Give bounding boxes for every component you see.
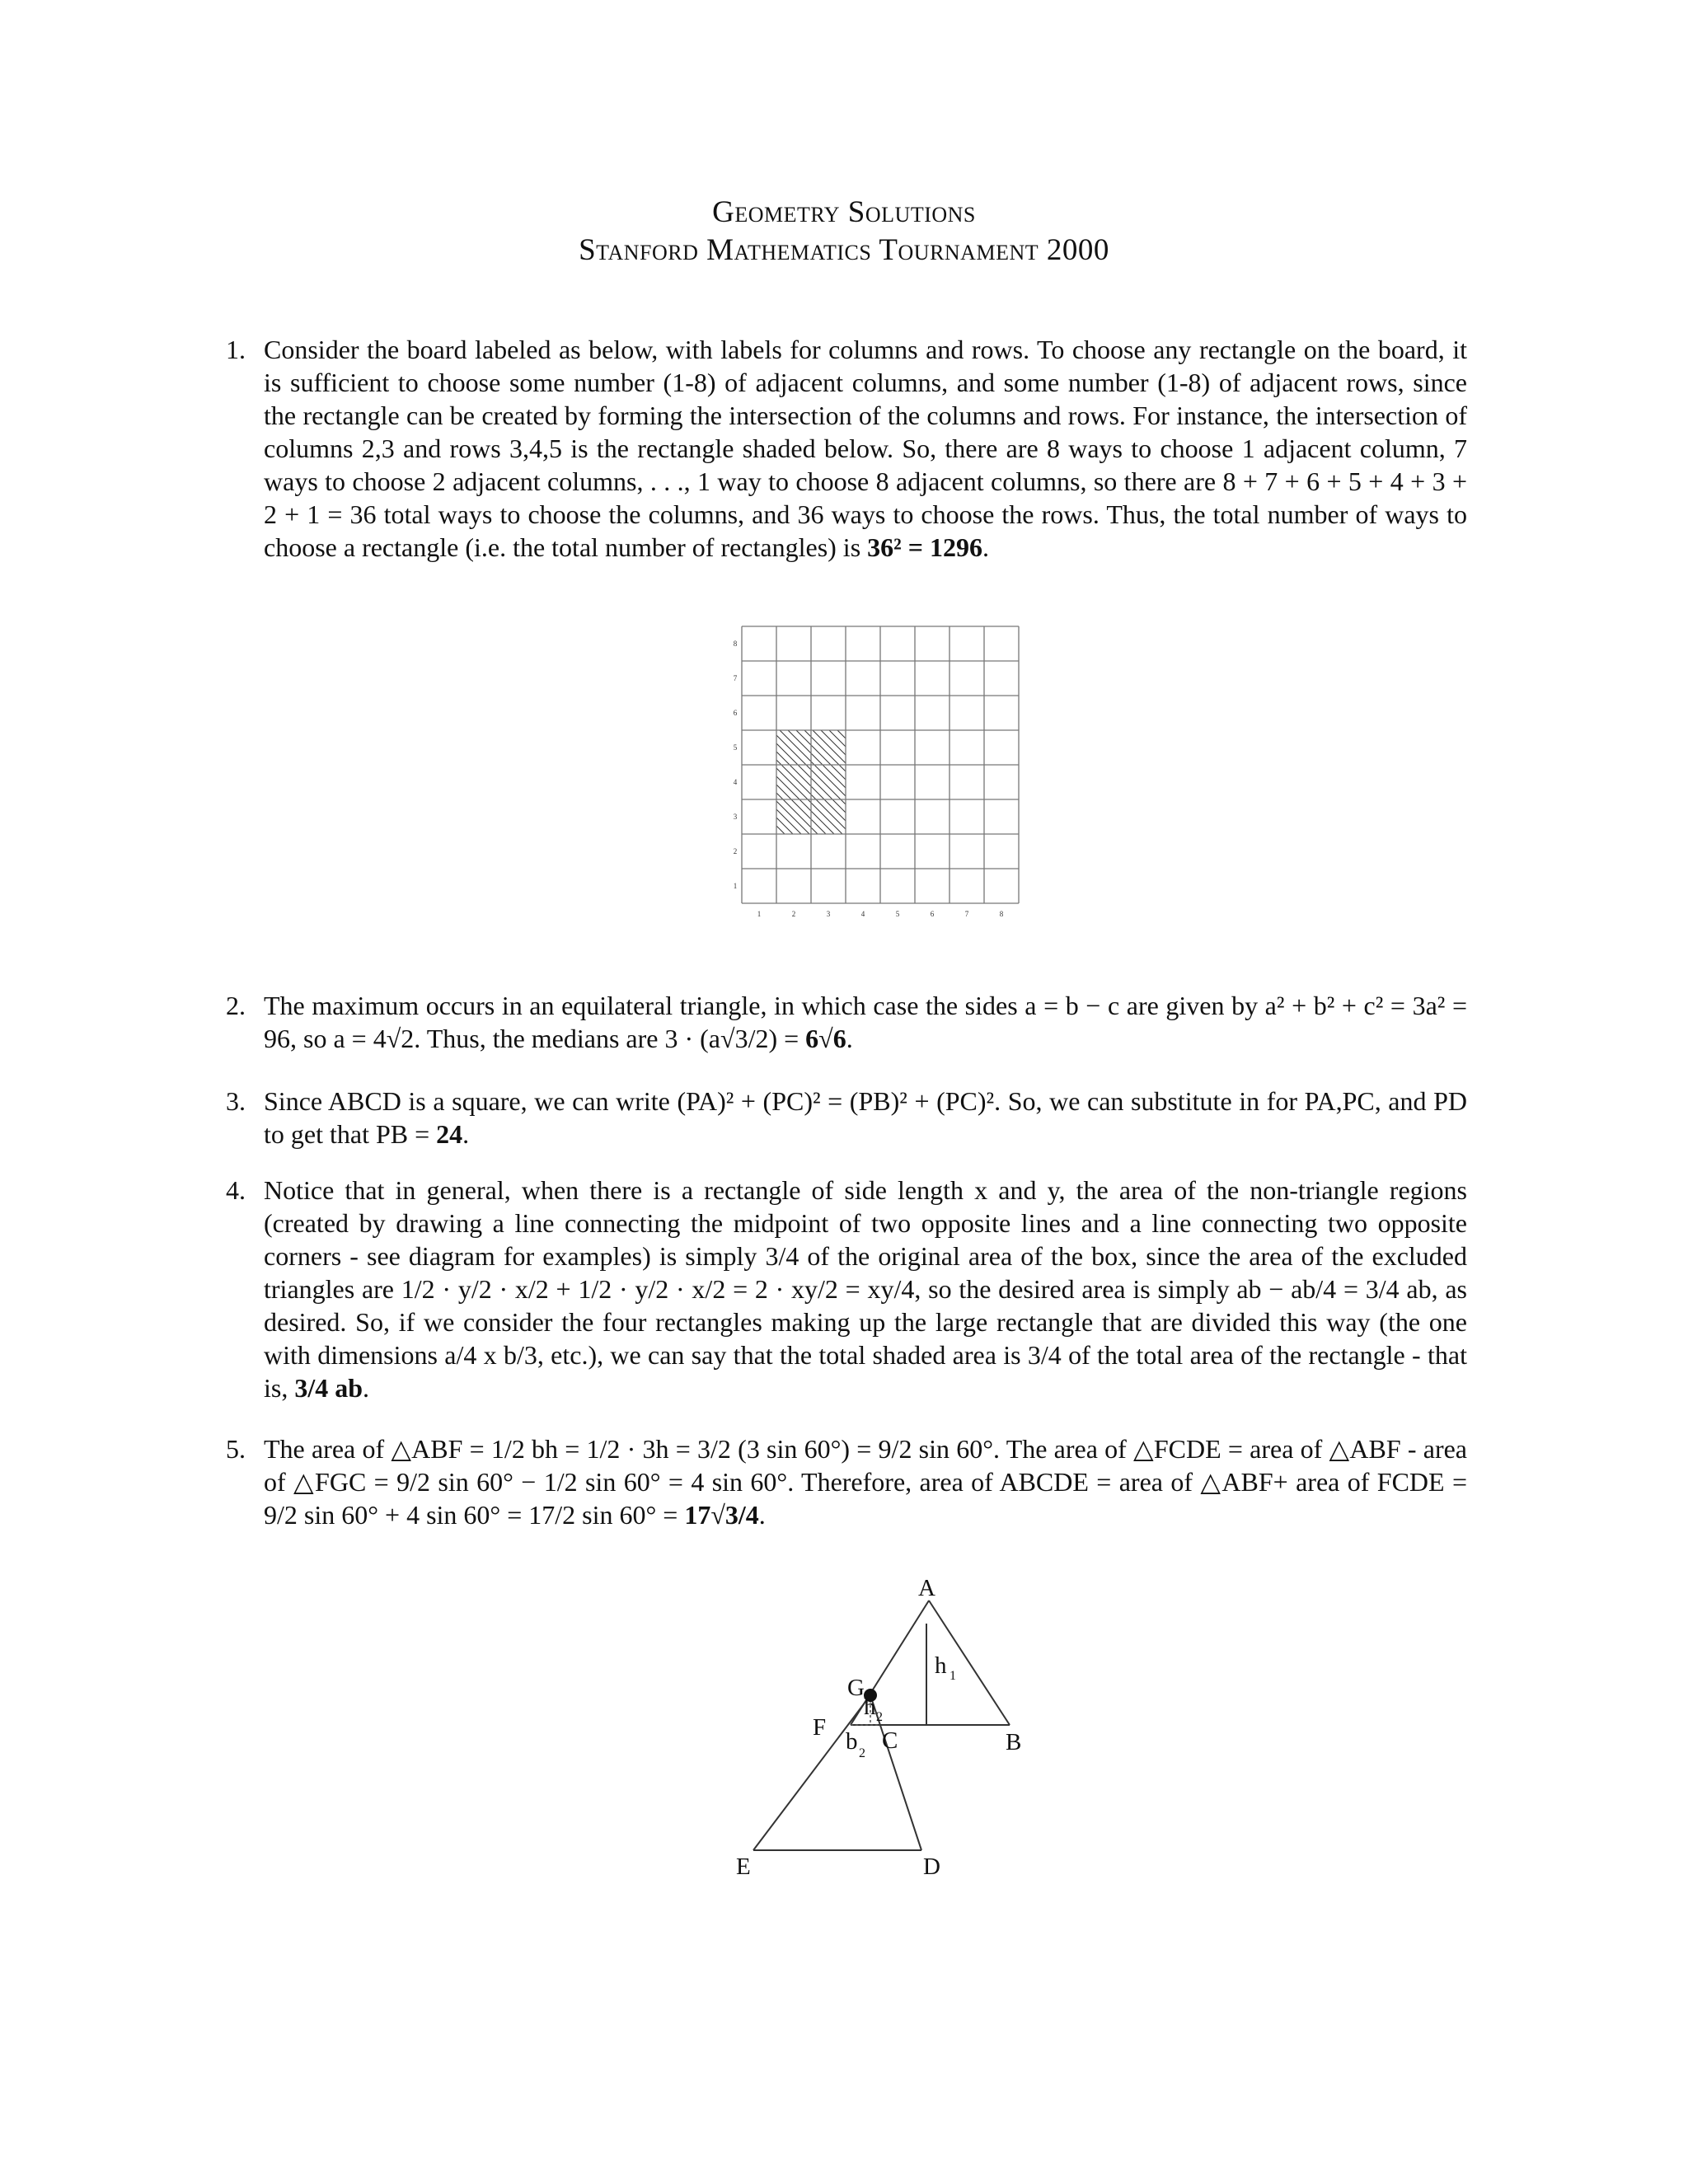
row-label: 8 <box>733 640 738 648</box>
column-label: 8 <box>999 910 1004 918</box>
problem-answer: 3/4 ab <box>294 1373 363 1403</box>
problem-text: The area of △ABF = 1/2 bh = 1/2 · 3h = 3/2 (3 sin 60°) = 9/2 sin 60°. The area of △FCDE = area of △ABF - area of △FGC = 9/2 sin 60° − 1/2 sin 60° = 4 sin 60°. Therefore, area of ABCDE = area of △ABF+ area of FCDE = 9/2 sin 60° + 4 sin 60° = 17/2 sin 60° = <box>264 1434 1467 1530</box>
column-label: 5 <box>895 910 900 918</box>
problem-answer: 24 <box>436 1119 463 1149</box>
segment-fe <box>753 1695 870 1850</box>
triangle-figure <box>725 1566 1071 1896</box>
label-g: G <box>847 1675 865 1701</box>
row-label: 4 <box>733 778 738 786</box>
problem-end: . <box>462 1119 470 1149</box>
problem-answer: 36² = 1296 <box>867 532 982 562</box>
problem-number: 2. <box>226 991 246 1020</box>
row-label: 7 <box>733 674 738 682</box>
row-label: 1 <box>733 882 738 890</box>
label-b: B <box>1006 1729 1022 1755</box>
column-label: 1 <box>757 910 762 918</box>
problem-number: 5. <box>226 1434 246 1464</box>
row-label: 6 <box>733 709 738 717</box>
rectangle-grid-figure <box>725 618 1039 931</box>
problem-number: 1. <box>226 335 246 364</box>
row-label: 3 <box>733 813 738 821</box>
label-b2: b <box>846 1728 858 1755</box>
label-h1-sub: 1 <box>950 1669 956 1683</box>
problem-end: . <box>758 1500 766 1530</box>
problem-number: 4. <box>226 1175 246 1205</box>
column-label: 6 <box>930 910 935 918</box>
label-h2: h <box>864 1694 876 1720</box>
problem-end: . <box>982 532 989 562</box>
label-h2-sub: 2 <box>876 1710 883 1724</box>
column-label: 7 <box>964 910 969 918</box>
page-subtitle: Stanford Mathematics Tournament 2000 <box>579 233 1109 267</box>
label-e: E <box>736 1854 751 1880</box>
label-f: F <box>813 1714 827 1741</box>
label-d: D <box>923 1854 940 1880</box>
problem-1 <box>227 333 1467 564</box>
problem-end: . <box>363 1373 370 1403</box>
problem-text: The maximum occurs in an equilateral triangle, in which case the sides a = b − c are given by a² + b² + c² = 3a² = 96, so a = 4√2. Thus, the medians are 3 · (a√3/2) = <box>264 991 1467 1053</box>
problem-text: Consider the board labeled as below, with labels for columns and rows. To choose any rectangle on the board, it is sufficient to choose some number (1-8) of adjacent columns, and some number (1-8) of adjacent rows, since the rectangle can be created by forming the intersection of the columns and rows. For instance, the intersection of columns 2,3 and rows 3,4,5 is the rectangle shaded below. So, there are 8 ways to choose 1 adjacent column, 7 ways to choose 2 adjacent columns, . . ., 1 way to choose 8 adjacent columns, so there are 8 + 7 + 6 + 5 + 4 + 3 + 2 + 1 = 36 total ways to choose the columns, and 36 ways to choose the rows. Thus, the total number of ways to choose a rectangle (i.e. the total number of rectangles) is <box>264 335 1467 562</box>
problem-number: 3. <box>226 1086 246 1116</box>
problem-answer: 17√3/4 <box>684 1500 759 1530</box>
problem-text: Since ABCD is a square, we can write (PA)² + (PC)² = (PB)² + (PC)². So, we can substitute in for PA,PC, and PD to get that PB = <box>264 1086 1467 1149</box>
problem-3 <box>227 1085 1467 1151</box>
column-label: 2 <box>791 910 796 918</box>
problem-5 <box>227 1432 1467 1531</box>
label-c: C <box>882 1727 898 1754</box>
problem-end: . <box>846 1024 853 1053</box>
problem-answer: 6√6 <box>805 1024 846 1053</box>
label-a: A <box>918 1575 935 1601</box>
problem-4 <box>227 1174 1467 1404</box>
column-label: 3 <box>826 910 831 918</box>
problem-2 <box>227 989 1467 1055</box>
column-label: 4 <box>860 910 865 918</box>
row-label: 5 <box>733 743 738 752</box>
page-title: Geometry Solutions <box>712 195 976 229</box>
label-b2-sub: 2 <box>859 1746 865 1760</box>
label-h1: h <box>935 1652 947 1679</box>
row-label: 2 <box>733 847 738 855</box>
problem-text: Notice that in general, when there is a rectangle of side length x and y, the area of the non-triangle regions (created by drawing a line connecting the midpoint of two opposite lines and a line connecting two opposite corners - see diagram for examples) is simply 3/4 of the original area of the box, since the area of the excluded triangles are 1/2 · y/2 · x/2 + 1/2 · y/2 · x/2 = 2 · xy/2 = xy/4, so the desired area is simply ab − ab/4 = 3/4 ab, as desired. So, if we consider the four rectangles making up the large rectangle that are divided this way (the one with dimensions a/4 x b/3, etc.), we can say that the total shaded area is 3/4 of the total area of the rectangle - that is, <box>264 1175 1467 1403</box>
